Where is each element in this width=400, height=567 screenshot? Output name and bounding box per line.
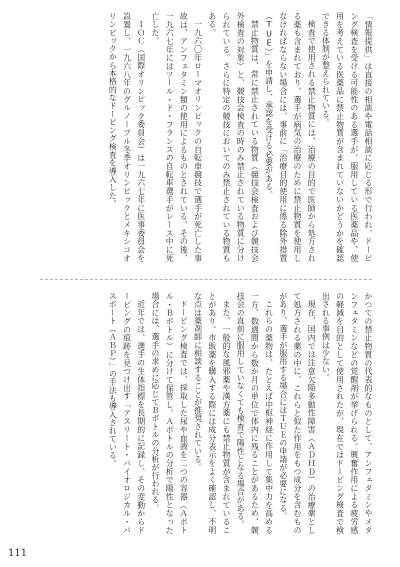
- lower-text-block: [38, 292, 375, 534]
- paragraph: これらの薬物は、たとえば中枢神経に作用して集中力を高める一方、数週間から数か月の単位で体内に残ることがあるため、競技会の直前に服用していなくても検査で陽性となる場合がある。: [236, 292, 274, 534]
- upper-text-block: [48, 12, 375, 262]
- paragraph: 一九六〇年ローマオリンピックの自転車競技で選手が死亡した事故は、アンフェタミン類の使用によるものとされている。その後、一九六七年にはツール・ド・フランスの自転車選手がレース中に死亡した。: [150, 12, 203, 262]
- paragraph: ＩＯＣ（国際オリンピック委員会）は一九六七年に医事委員会を設置し、一九六八年のグルノーブル冬季オリンピックとメキシコオリンピックから本格的なドーピング検査を導入した。: [108, 12, 146, 262]
- paragraph: 検査で使用される禁止物質には、治療の目的で医師から処方される薬も含まれており、選手が病気の治療のために禁止物質を使用しなければならない場合には、事前に「治療目的使用に係る除外措置（TUE）」を申請し、承認を受ける必要がある。: [264, 12, 317, 262]
- section-divider: [40, 279, 372, 280]
- page-number: 111: [8, 548, 28, 559]
- paragraph: 近年では、選手の生体指標を長期的に記録し、その変動からドーピングの痕跡を見つけ出す「アスリート・バイオロジカル・パスポート（ＡＢＰ）」の手法も導入されている。: [108, 292, 146, 534]
- paragraph: 現在、国内では注意欠陥多動性障害（ＡＤＨＤ）の治療薬として処方される薬の中に、これらと似た作用をもつ成分を含むものがあり、選手が服用する場合にはＴＵＥの申請が必要になる。: [278, 292, 317, 534]
- paragraph: かつての禁止物質の代表的なものとして、アンフェタミンやメタンフェタミンなどの覚醒剤が挙げられる。興奮作用による疲労感の軽減を目的として使用されたが、現在ではドーピング検査で検出される事例は少ない。: [321, 292, 373, 534]
- paragraph: 禁止物質は、常に禁止されている物質（競技会検査および競技会外検査の対象）と、競技会検査の時のみ禁止されている物質に分けられている。さらに特定の競技においてのみ禁止されている物質もある。: [207, 12, 260, 262]
- paragraph: 「情報提供」は直接の相談や電話相談に応じる形で行われ、ドーピング検査を受ける可能性のある選手が、服用している医薬品や、使用を考えている医薬品に禁止物質が含まれていないかどうかを確認できる体制が整えられている。: [321, 12, 373, 262]
- paragraph: また、一般的な風邪薬や漢方薬にも禁止物質が含まれていることがあり、市販薬を購入する際には成分表示をよく確認し、不明な点は薬剤師に相談することが推奨されている。: [193, 292, 231, 534]
- paragraph: ドーピング検査では、採取した尿や血液を二つの容器（Ａボトル・Ｂボトル）に分けて保管し、Ａボトルの分析で陽性となった場合には、選手の求めに応じてＢボトルの分析が行われる。: [150, 292, 189, 534]
